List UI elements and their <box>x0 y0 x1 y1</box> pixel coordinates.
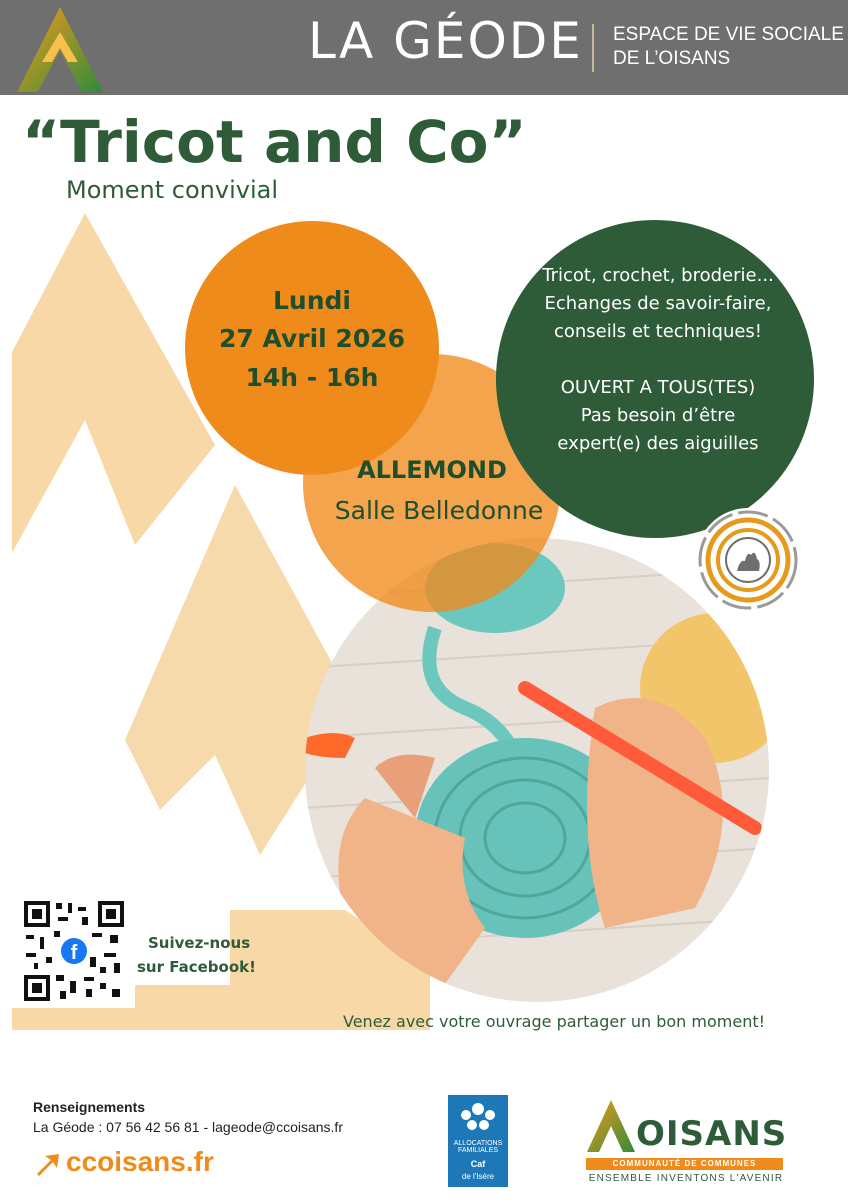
svg-text:f: f <box>70 942 78 964</box>
qr-code[interactable] <box>20 897 128 1005</box>
info-line: Echanges de savoir-faire, <box>544 293 772 314</box>
contact-details: La Géode : 07 56 42 56 81 - lageode@ccoisans.fr <box>33 1119 343 1135</box>
event-town: ALLEMOND <box>357 456 507 484</box>
event-time: 14h - 16h <box>245 363 379 392</box>
brand-separator <box>592 24 594 72</box>
facebook-cta-line2: sur Facebook! <box>137 958 256 976</box>
event-date: 27 Avril 2026 <box>219 324 405 353</box>
website-link[interactable]: ccoisans.fr <box>66 1146 214 1177</box>
caf-label-line3: de l'Isère <box>461 1172 495 1181</box>
brand-name: LA GÉODE <box>308 12 583 70</box>
info-line: OUVERT A TOUS(TES) <box>560 377 756 398</box>
caf-label-line2: Caf <box>470 1159 486 1169</box>
facebook-cta-line1: Suivez-nous <box>148 934 251 952</box>
contact-heading: Renseignements <box>33 1099 146 1115</box>
geode-round-logo-icon <box>693 505 803 615</box>
info-line: Tricot, crochet, broderie... <box>542 265 774 286</box>
info-line: conseils et techniques! <box>553 321 763 342</box>
oisans-name: OISANS <box>636 1114 788 1154</box>
caf-family-icon <box>448 1095 508 1139</box>
oisans-slogan: ENSEMBLE INVENTONS L'AVENIR <box>588 1173 784 1184</box>
invitation-text: Venez avec votre ouvrage partager un bon moment! <box>343 1012 766 1031</box>
info-line: Pas besoin d’être <box>580 405 736 426</box>
brand-tagline-line1: ESPACE DE VIE SOCIALE <box>613 24 844 45</box>
page-subtitle: Moment convivial <box>66 176 278 204</box>
event-day: Lundi <box>273 286 351 315</box>
arrow-up-right-icon <box>33 1150 63 1180</box>
caf-label-line1: ALLOCATIONS FAMILIALES <box>453 1140 503 1154</box>
oisans-band-text: COMMUNAUTÉ DE COMMUNES <box>612 1159 757 1168</box>
event-room: Salle Belledonne <box>334 496 544 525</box>
info-line: expert(e) des aiguilles <box>557 433 759 454</box>
page-title: “Tricot and Co” <box>22 108 527 176</box>
geode-mountain-logo <box>12 2 108 96</box>
brand-tagline-line2: DE L’OISANS <box>613 48 731 69</box>
